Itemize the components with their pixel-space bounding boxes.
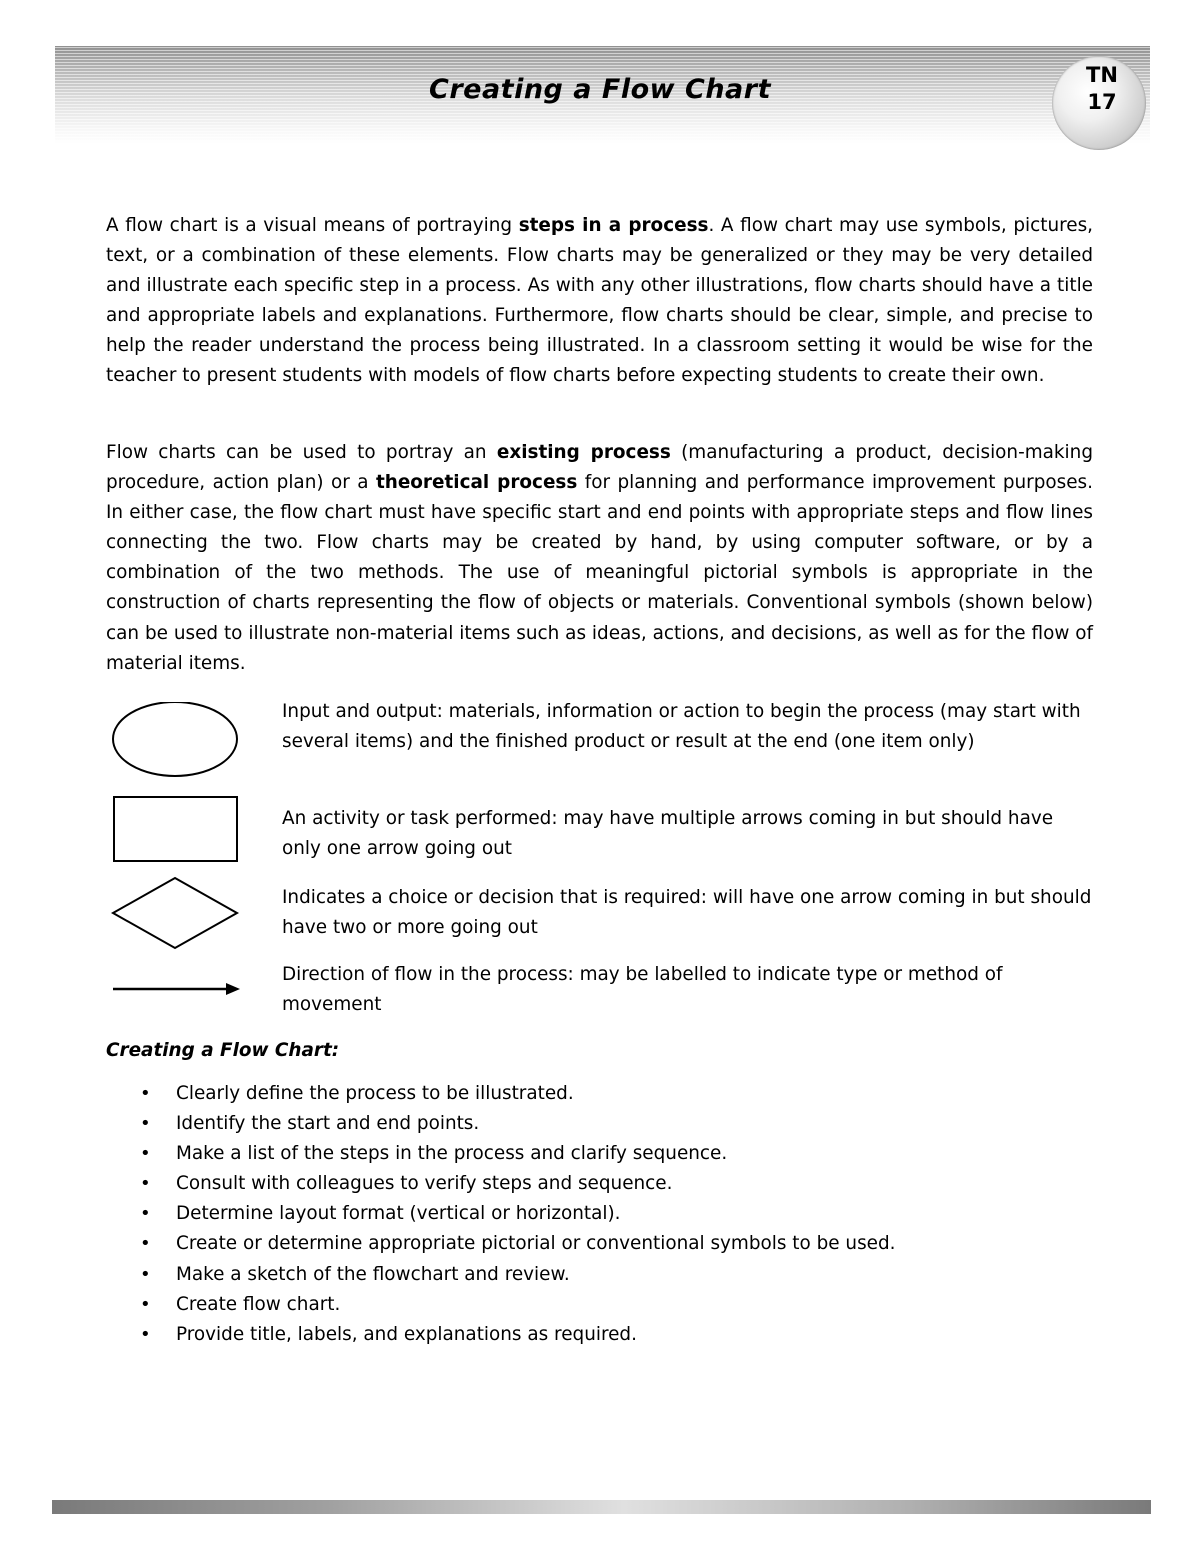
list-item: • Clearly define the process to be illustrated. <box>140 1079 896 1109</box>
arrow-symbol-icon <box>106 960 246 1020</box>
intro-paragraph-1 <box>106 211 1093 392</box>
p2-bold-theoretical: theoretical process <box>375 472 578 494</box>
list-item: • Make a list of the steps in the process and clarify sequence. <box>140 1139 896 1169</box>
list-item: • Consult with colleagues to verify steps and sequence. <box>140 1169 896 1199</box>
rectangle-symbol-icon <box>106 795 246 875</box>
symbol-diamond-description: Indicates a choice or decision that is required: will have one arrow coming in but should have two or more going out <box>282 887 1092 939</box>
oval-symbol-icon <box>106 702 246 782</box>
list-item: • Determine layout format (vertical or horizontal). <box>140 1199 896 1229</box>
badge-line-1: TN <box>1086 63 1118 87</box>
creating-heading: Creating a Flow Chart: <box>106 1040 340 1061</box>
list-item: • Create or determine appropriate pictorial or conventional symbols to be used. <box>140 1229 896 1259</box>
p1-text-a: A flow chart is a visual means of portraying <box>106 215 519 236</box>
p2-text-c: for planning and performance improvement purposes. In either case, the flow chart must have specific start and end points with appropriate steps and flow lines connecting the two. Flow charts may be created by hand, by using computer software, or by a combination of the two methods. The use of meaningful pictorial symbols is appropriate in the construction of charts representing the flow of objects or materials. Conventional symbols (shown below) can be used to illustrate non-material items such as ideas, actions, and decisions, as well as for the flow of material items. <box>106 472 1093 674</box>
symbol-oval-description: Input and output: materials, information or action to begin the process (may start with several items) and the finished product or result at the end (one item only) <box>282 701 1081 753</box>
list-item: • Make a sketch of the flowchart and review. <box>140 1260 896 1290</box>
diamond-symbol-icon <box>106 875 246 955</box>
p2-bold-existing: existing process <box>496 442 671 463</box>
p1-text-b: . A flow chart may use symbols, pictures, text, or a combination of these elements. Flow charts may be generalized or they may be very detailed and illustrate each specific step in a process. As with any other illustrations, flow charts should have a title and appropriate labels and explanations. Furthermore, flow charts should be clear, simple, and precise to help the reader understand the process being illustrated. In a classroom setting it would be wise for the teacher to present students with models of flow charts before expecting students to create their own. <box>106 215 1093 387</box>
steps-list <box>140 1079 896 1350</box>
symbol-arrow-description: Direction of flow in the process: may be labelled to indicate type or method of movement <box>282 964 1003 1016</box>
p1-bold: steps in a process <box>518 215 709 236</box>
list-item: • Create flow chart. <box>140 1290 896 1320</box>
page-title: Creating a Flow Chart <box>429 74 771 105</box>
footer-bar <box>52 1500 1151 1514</box>
tn-badge-label <box>1072 62 1132 116</box>
list-item: • Identify the start and end points. <box>140 1109 896 1139</box>
list-item: • Provide title, labels, and explanations as required. <box>140 1320 896 1350</box>
p2-text-b: (manufacturing a product, decision-making procedure, action plan) or a <box>106 442 1093 494</box>
p2-text-a: Flow charts can be used to portray an <box>106 442 497 463</box>
intro-paragraph-2 <box>106 438 1093 679</box>
symbol-rectangle-description: An activity or task performed: may have multiple arrows coming in but should have only one arrow going out <box>282 808 1054 860</box>
badge-line-2: 17 <box>1087 90 1117 114</box>
